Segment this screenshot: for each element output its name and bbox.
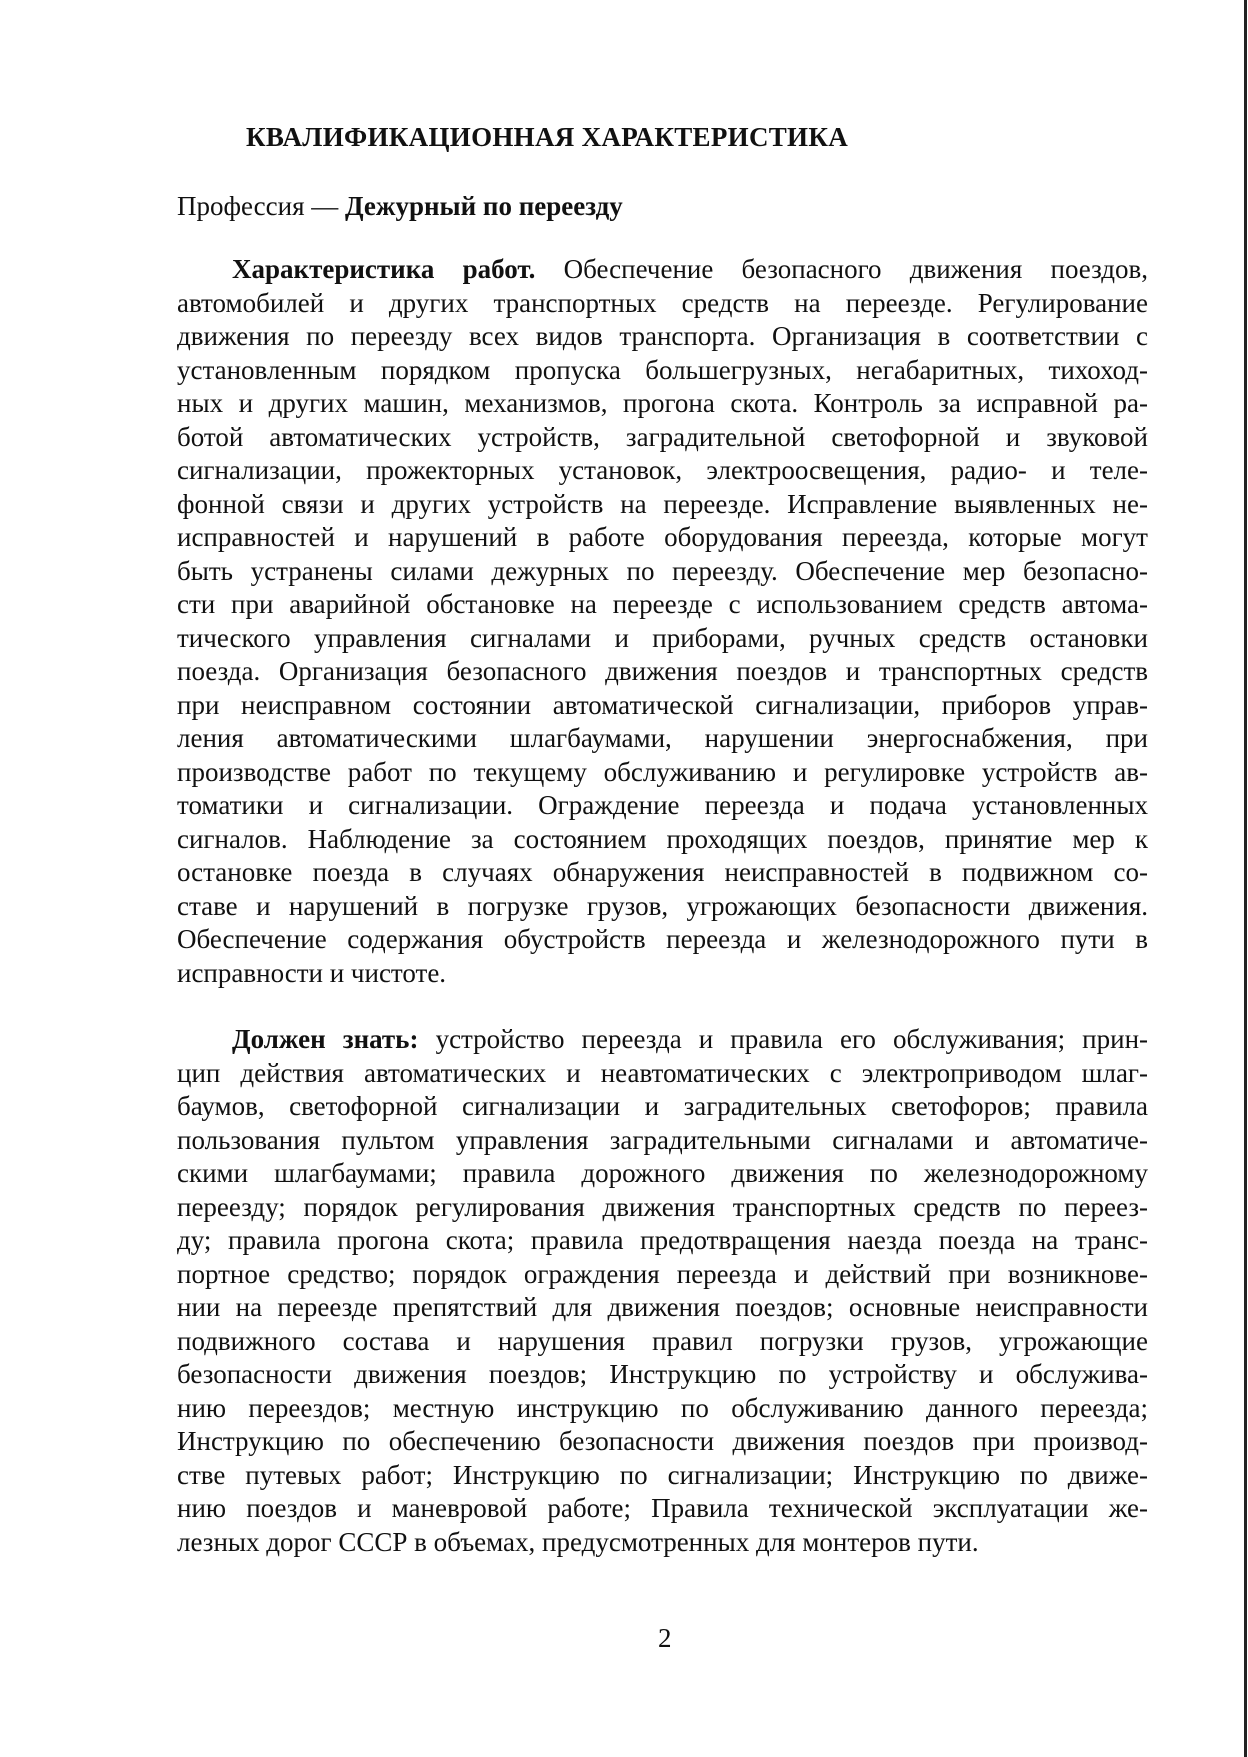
line-text: фонной связи и других устройств на переезде. Исправление выявленных не-: [177, 488, 1148, 519]
document-title: КВАЛИФИКАЦИОННАЯ ХАРАКТЕРИСТИКА: [246, 122, 849, 152]
text-line: [177, 722, 1148, 756]
line-text: Обеспечение содержания обустройств переезда и железнодорожного пути в: [177, 924, 1148, 954]
profession-value: Дежурный по переезду: [345, 191, 623, 221]
line-text: ботой автоматических устройств, заградительной светофорной и звуковой: [177, 421, 1148, 452]
text-line: [177, 1157, 1148, 1191]
line-text: сигналов. Наблюдение за состоянием проходящих поездов, принятие мер к: [177, 823, 1148, 854]
line-text: пользования пультом управления заградительными сигналами и автоматиче-: [177, 1124, 1148, 1155]
text-line: [177, 622, 1148, 656]
line-text: безопасности движения поездов; Инструкцию по устройству и обслужива-: [177, 1359, 1148, 1389]
text-line: [177, 253, 1148, 287]
text-line: [177, 789, 1148, 823]
line-text: Обеспечение безопасного движения поездов,: [563, 254, 1148, 284]
line-text: тического управления сигналами и приборами, ручных средств остановки: [177, 622, 1148, 653]
line-text: скими шлагбаумами; правила дорожного движения по железнодорожному: [177, 1158, 1148, 1188]
line-text: баумов, светофорной сигнализации и заградительных светофоров; правила: [177, 1091, 1148, 1121]
line-text: переезду; порядок регулирования движения транспортных средств по переез-: [177, 1191, 1148, 1222]
line-text: установленным порядком пропуска большегрузных, негабаритных, тихоход-: [177, 354, 1148, 385]
text-line: [177, 488, 1148, 522]
text-line: [177, 1291, 1148, 1325]
text-line: [177, 387, 1148, 421]
line-text: поезда. Организация безопасного движения поездов и транспортных средств: [177, 656, 1148, 686]
line-text: портное средство; порядок ограждения переезда и действий при возникнове-: [177, 1258, 1148, 1289]
text-line: [177, 823, 1148, 857]
text-line: [177, 1526, 1148, 1560]
must-know-paragraph: [177, 1023, 1148, 1559]
line-text: подвижного состава и нарушения правил погрузки грузов, угрожающие: [177, 1325, 1148, 1356]
line-text: устройство переезда и правила его обслуживания; прин-: [435, 1024, 1149, 1054]
line-text: сигнализации, прожекторных установок, электроосвещения, радио- и теле-: [177, 455, 1148, 485]
line-text: лезных дорог СССР в объемах, предусмотренных для монтеров пути.: [177, 1526, 979, 1557]
text-line: [177, 1258, 1148, 1292]
text-line: [177, 421, 1148, 455]
line-text: Инструкцию по обеспечению безопасности движения поездов при производ-: [177, 1426, 1148, 1456]
profession-line: [177, 188, 623, 224]
line-text: производстве работ по текущему обслуживанию и регулировке устройств ав-: [177, 756, 1148, 787]
line-text: исправности и чистоте.: [177, 957, 447, 988]
text-line: [177, 655, 1148, 689]
line-text: цип действия автоматических и неавтоматических с электроприводом шлаг-: [177, 1057, 1148, 1088]
text-line: [177, 890, 1148, 924]
line-text: нию переездов; местную инструкцию по обслуживанию данного переезда;: [177, 1392, 1148, 1423]
text-line: [177, 1358, 1148, 1392]
line-text: ных и других машин, механизмов, прогона скота. Контроль за исправной ра-: [177, 388, 1148, 418]
text-line: [177, 521, 1148, 555]
text-line: [177, 1057, 1148, 1091]
text-line: [177, 856, 1148, 890]
line-text: ления автоматическими шлагбаумами, нарушении энергоснабжения, при: [177, 723, 1148, 753]
text-line: [177, 354, 1148, 388]
line-text: сти при аварийной обстановке на переезде с использованием средств автома-: [177, 589, 1148, 619]
line-text: автомобилей и других транспортных средств на переезде. Регулирование: [177, 287, 1148, 318]
paragraph-lead: Характеристика работ.: [232, 254, 536, 284]
line-text: исправностей и нарушений в работе оборудования переезда, которые могут: [177, 522, 1148, 552]
text-line: [177, 1392, 1148, 1426]
text-line: [177, 957, 1148, 991]
page-number: 2: [658, 1623, 672, 1653]
text-line: [177, 1191, 1148, 1225]
text-line: [177, 1124, 1148, 1158]
text-line: [177, 1492, 1148, 1526]
text-line: [177, 1023, 1148, 1057]
paragraph-lead: Должен знать:: [232, 1024, 419, 1054]
line-text: стве путевых работ; Инструкцию по сигнализации; Инструкцию по движе-: [177, 1459, 1148, 1490]
line-text: остановке поезда в случаях обнаружения неисправностей в подвижном со-: [177, 857, 1148, 887]
text-line: [177, 923, 1148, 957]
text-line: [177, 320, 1148, 354]
profession-label: Профессия —: [177, 191, 339, 221]
text-line: [177, 555, 1148, 589]
line-text: ставе и нарушений в погрузке грузов, угрожающих безопасности движения.: [177, 890, 1148, 921]
text-line: [177, 1090, 1148, 1124]
text-line: [177, 1325, 1148, 1359]
text-line: [177, 588, 1148, 622]
line-text: нии на переезде препятствий для движения поездов; основные неисправности: [177, 1292, 1148, 1322]
line-text: томатики и сигнализации. Ограждение переезда и подача установленных: [177, 790, 1148, 820]
line-text: при неисправном состоянии автоматической сигнализации, приборов управ-: [177, 689, 1148, 720]
text-line: [177, 1459, 1148, 1493]
line-text: нию поездов и маневровой работе; Правила технической эксплуатации же-: [177, 1493, 1148, 1523]
text-line: [177, 1425, 1148, 1459]
line-text: движения по переезду всех видов транспорта. Организация в соответствии с: [177, 321, 1148, 351]
line-text: ду; правила прогона скота; правила предотвращения наезда поезда на транс-: [177, 1225, 1148, 1255]
text-line: [177, 454, 1148, 488]
work-characteristics-paragraph: [177, 253, 1148, 990]
text-line: [177, 756, 1148, 790]
text-line: [177, 287, 1148, 321]
text-line: [177, 689, 1148, 723]
line-text: быть устранены силами дежурных по переезду. Обеспечение мер безопасно-: [177, 555, 1148, 586]
text-line: [177, 1224, 1148, 1258]
page-edge-border: [1244, 0, 1247, 1757]
